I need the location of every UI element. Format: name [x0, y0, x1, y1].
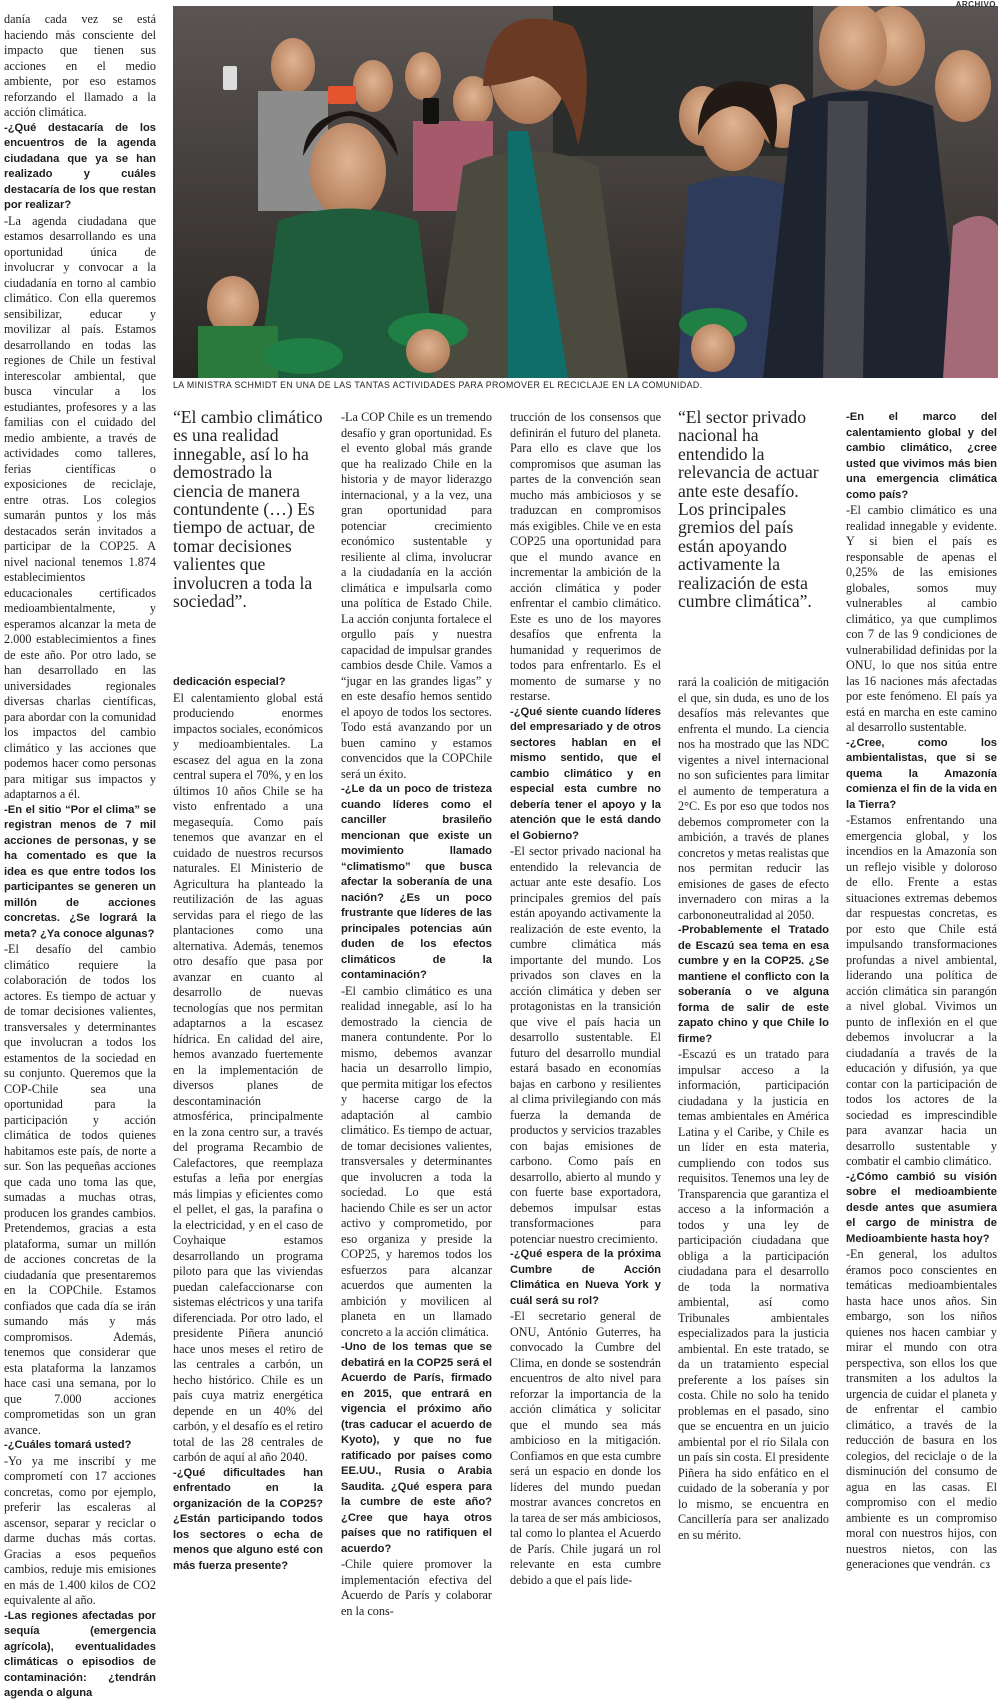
interview-answer: -Chile quiere promover la implementación efectiva del Acuerdo de París y colaborar en la cons- [341, 1557, 492, 1618]
interview-question: -Probablemente el Tratado de Escazú sea tema en esa cumbre y en la COP25. ¿Se mantiene el conflicto con la soberanía o ve alguna forma de salir de este zapato chino y que Chile lo firme? [678, 924, 829, 1045]
interview-answer: El calentamiento global está produciendo enormes impactos sociales, económicos y medioambientales. La escasez del agua en la zona central supera el 70%, y en los últimos 10 años Chile se ha visto enfrentado a una megasequía. Como país tenemos que avanzar en el cuidado de nuestros recursos naturales. El Ministerio de Agricultura ha planteado la reutilización de las aguas servidas para el riego de las plantaciones como una alternativa. Además, tenemos otro desafío que pasa por avanzar en cuanto al desarrollo de nuevas tecnologías que nos permitan adaptarnos a la escasez hídrica. En calidad del aire, hemos avanzado fuertemente en la implementación de diversos planes de descontaminación atmosférica, principalmente en la zona centro sur, a través del programa Recambio de Calefactores, que reemplaza estufas a leña por energías más limpias y eficientes como el pellet, el gas, la parafina o la electricidad, y en el caso de Coyhaique estamos desarrollando un programa piloto para que las viviendas puedan calefaccionarse con sistemas eléctricos y una tarifa diferenciada. Por otro lado, el presidente Piñera anunció hace unos meses el retiro de las centrales a carbón, un hecho histórico. Chile es un país cuya matriz energética depende en un 40% del carbón, y el desafío es el retiro total de las 28 centrales de carbón de aquí al año 2040. [173, 690, 323, 1464]
interview-answer: -Estamos enfrentando una emergencia global, y los incendios en la Amazonía son un reflejo visible y doloroso de ello. Frente a estas situaciones extremas debemos dar respuestas concretas, es por esto que Chile está impulsando transformaciones profundas a nivel ambiental, liderando una política de acción climática sin parangón a nivel global. Vivimos un punto de inflexión en el que debemos involucrar a la ciudadanía a través de la educación y difusión, ya que contar con la participación de todos los actores de la sociedad es imprescindible para avanzar hacia un desarrollo sustentable y combatir el cambio climático. [846, 813, 997, 1168]
interview-question: -¿Cuáles tomará usted? [4, 1439, 132, 1451]
pull-quote-1: “El cambio climático es una realidad innegable, así lo ha demostrado la ciencia de manera contundente (…) Es tiempo de actuar, de tomar decisiones valientes que involucren a toda la sociedad”. [173, 407, 323, 612]
text-column-3 [341, 410, 492, 1619]
text-column-2 [173, 675, 323, 1574]
interview-answer: -El cambio climático es una realidad innegable y evidente. Y si bien el país es responsable de apenas el 0,25% de las emisiones globales, somos muy vulnerables al cambio climático, ya que cumplimos con 7 de las 9 condiciones de vulnerabilidad definidas por la ONU, lo que nos sitúa entre las 16 naciones más afectadas por este fenómeno. El país ya está en marcha en este camino al desarrollo sustentable. [846, 503, 997, 734]
interview-question: -Las regiones afectadas por sequía (emergencia agrícola), eventualidades climáticas o episodios de contaminación: ¿tendrán agenda o alguna [4, 1609, 156, 1699]
interview-answer: -La COP Chile es un tremendo desafío y gran oportunidad. Es el evento global más grande que ha realizado Chile en la historia y de mayor liderazgo internacional, y a la vez, una gran oportunidad para potenciar crecimiento económico sustentable y resiliente al clima, involucrar a la ciudadanía en la acción climática e impulsarla como una política de Estado Chile. La acción conjunta fortalece el orgullo país y nuestra capacidad de impulsar grandes cambios desde Chile. Vamos a “jugar en las grandes ligas” y en este desafío hemos sentido el apoyo de todos los sectores. Todo está avanzando por un buen camino y estamos convencidos que la COPChile será un éxito. [341, 410, 492, 781]
interview-question: -En el sitio “Por el clima” se registran menos de 7 mil acciones de personas, y se ha comentado es que la idea es que entre todos los participantes se generen un millón de acciones concretas. ¿Se logrará la meta? ¿Ya conoce algunas? [4, 803, 156, 940]
interview-answer: -Yo ya me inscribí y me comprometí con 17 acciones concretas, como por ejemplo, preferir las escaleras al ascensor, separar y reciclar o darme duchas más cortas. Gracias a esos pequeños cambios, reduje mis emisiones en más de 1.400 kilos de CO2 equivalente al año. [4, 1453, 156, 1607]
interview-question: -¿Qué dificultades han enfrentado en la organización de la COP25? ¿Están participando todos los sectores o echa de menos que alguno esté con más fuerza presente? [173, 1466, 323, 1572]
interview-question: -¿Cómo cambió su visión sobre el medioambiente desde antes que asumiera el cargo de ministra de Medioambiente hasta hoy? [846, 1170, 997, 1245]
interview-answer: -El cambio climático es una realidad innegable, así lo ha demostrado la ciencia de manera contundente. Por lo mismo, debemos avanzar hacia un desarrollo limpio, que permita mitigar los efectos y hacerse cargo de la adaptación al cambio climático. Es tiempo de actuar, de tomar decisiones valientes, transversales y determinantes que involucren a toda la sociedad. Lo que está haciendo Chile es ser un actor activo y comprometido, por eso organiza y preside la COP25, y haremos todos los esfuerzos para alcanzar acuerdos que aumenten la ambición y movilicen al planeta en un llamado concreto a la acción climática. [341, 983, 492, 1339]
crowd-photo-image [173, 6, 998, 378]
interview-question: -¿Qué siente cuando líderes del empresariado y de otros sectores hablan en el mismo sentido, que el cambio climático y en especial esta cumbre no debería tener el apoyo y la atención que le está dando el Gobierno? [510, 705, 661, 842]
text-column-1 [4, 12, 156, 1702]
interview-question: -¿Le da un poco de tristeza cuando líderes como el canciller brasileño mencionan que existe un movimiento llamado “climatismo” que busca afectar la soberanía de una nación? ¿Es un poco frustrante que líderes de las principales potencias aún duden de los efectos climáticos de la contaminación? [341, 783, 492, 981]
interview-answer: -La agenda ciudadana que estamos desarrollando es una oportunidad única de involucrar y convocar a la ciudadanía en torno al cambio climático. Con ella queremos sensibilizar, educar y movilizar al país. Estamos desarrollando en todas las regiones de Chile un festival interescolar ambiental, que busca vincular a los estudiantes, profesores y a las familias con el cuidado del medio ambiente, a través de actividades como talleres, ferias científicas o exposiciones de reciclaje, entre otras. Los colegios sumarán puntos y los más destacados serán invitados a participar de la COP25. A nivel nacional tenemos 1.874 establecimientos educacionales certificados medioambientalmente, y esperamos alcanzar la meta de 2.000 establecimientos a fines de este año. Por otro lado, se han desarrollado en las universidades regionales diversas charlas científicas, para abordar con la comunidad los impactos del cambio climático y las acciones que podemos hacer como personas para mitigar sus impactos y adaptarnos a él. [4, 213, 156, 801]
interview-question: -¿Cree, como los ambientalistas, que si se quema la Amazonía comienza el fin de la vida en la Tierra? [846, 736, 997, 811]
interview-question: -¿Qué destacaría de los encuentros de la agenda ciudadana que ya se han realizado y cuáles destacaría de los que restan por realizar? [4, 121, 156, 211]
interview-answer: rará la coalición de mitigación el que, sin duda, es uno de los desafíos más relevantes que enfrenta el mundo. La ciencia nos ha mostrado que las NDC vigentes a nivel internacional no son suficientes para limitar el aumento de temperatura a 2°C. Es por eso que todos nos debemos comprometer con la ambición, a través de planes concretos y metas realistas que nos permitan reducir las emisiones de gases de efecto invernadero con miras a la carbononeutralidad al 2050. [678, 675, 829, 922]
interview-question: -En el marco del calentamiento global y del cambio climático, ¿cree usted que vivimos más bien una emergencia climática como país? [846, 411, 997, 501]
text-column-6 [846, 410, 997, 1574]
photo-credit: ARCHIVO [955, 0, 996, 9]
interview-answer: -El sector privado nacional ha entendido la relevancia de actuar ante este desafío. Los principales gremios del país están apoyando activamente la realización de este evento, la cumbre climática más importante del mundo. Los privados son claves en la acción climática y deben ser protagonistas en la transición que vive el país hacia un desarrollo sustentable. El futuro del desarrollo mundial estará basado en economías bajas en carbono y resilientes al clima privilegiando con más fuerza la demanda de productos y servicios trazables con bajas emisiones de carbono. Como país en desarrollo, abierto al mundo y con fuerte base exportadora, debemos impulsar estas transformaciones para potenciar nuestro crecimiento. [510, 844, 661, 1246]
interview-answer: -El secretario general de ONU, António Guterres, ha convocado la Cumbre del Clima, en donde se sostendrán encuentros de alto nivel para reforzar la importancia de la acción climática y solicitar que el mundo sea más ambicioso en la mitigación. Confiamos en que esta cumbre será un espacio en donde los líderes del mundo puedan mostrar avances concretos en la tarea de ser más ambiciosos, tal como lo plantea el Acuerdo de París. Chile jugará un rol relevante en esta cumbre debido a que el país lide- [510, 1309, 661, 1587]
interview-answer: -En general, los adultos éramos poco conscientes en temáticas medioambientales hasta hace unos años. Sin embargo, son los niños quienes nos hacen cambiar y mirar el mundo con otra perspectiva, son ellos los que transmiten a los adultos la urgencia de cuidar el planeta y de enfrentar el cambio climático, a través de la reducción de basura en los colegios, del reciclaje o de la disminución del consumo de agua en las casas. El compromiso con el medio ambiente es un compromiso moral con nuestros hijos, con nuestros nietos, con las generaciones que vendrán. [846, 1247, 997, 1571]
interview-question: dedicación especial? [173, 676, 286, 688]
interview-answer: danía cada vez se está haciendo más consciente del impacto que tienen sus acciones en el medio ambiente, por eso estamos reforzando el llamado a la acción climática. [4, 12, 156, 119]
interview-answer: -Escazú es un tratado para impulsar acceso a la información, participación ciudadana y la justicia en temas ambientales en América Latina y el Caribe, y Chile es un líder en esta materia, cumpliendo con todos sus requisitos. Tenemos una ley de Transparencia que garantiza el acceso a la información a todos y una ley de participación ciudadana que obliga a la participación ciudadana para el desarrollo de toda la normativa ambiental, así como Tribunales ambientales especializados para la justicia ambiental. En este tratado, se da un tratamiento especial preferente a los países sin costa. Chile no solo ha tenido problemas en el pasado, sino que se encuentra en un juicio ambiental por el río Silala con un país sin costa. El presidente Piñera ha sido enfático en el cuidado de la soberanía y por lo mismo, se encuentra en Cancillería para ser analizado en su mérito. [678, 1047, 829, 1542]
interview-question: -¿Qué espera de la próxima Cumbre de Acción Climática en Nueva York y cuál será su rol? [510, 1248, 661, 1307]
article-photo [173, 6, 998, 378]
interview-question: -Uno de los temas que se debatirá en la COP25 será el Acuerdo de París, firmado en 2015, que entrará en vigencia el próximo año (tras caducar el acuerdo de Kyoto), y que no fue ratificado por países como EE.UU., Rusia o Arabia Saudita. ¿Qué espera para la cumbre de este año? ¿Cree que haya otros países que no ratifiquen el acuerdo? [341, 1341, 492, 1555]
pull-quote-2: “El sector privado nacional ha entendido la relevancia de actuar ante este desafío. Los principales gremios del país están apoyando activamente la realización de esta cumbre climática”. [678, 407, 819, 612]
text-column-5 [678, 675, 829, 1543]
interview-answer: trucción de los consensos que definirán el futuro del planeta. Para ello es clave que los compromisos que asuman las partes de la convención sean mucho más ambiciosos y se traduzcan en compromisos más exigibles. Chile ve en esta COP25 una oportunidad para que el mundo avance en incrementar la ambición de la acción climática y poder enfrentar el cambio climático. Este es uno de los mayores desafíos que enfrenta la humanidad y requerimos de todos para enfrentarlo. Es el momento de sumarse y no restarse. [510, 410, 661, 703]
photo-caption: LA MINISTRA SCHMIDT EN UNA DE LAS TANTAS ACTIVIDADES PARA PROMOVER EL RECICLAJE EN LA COMUNIDAD. [173, 380, 703, 390]
text-column-4 [510, 410, 661, 1588]
interview-answer: -El desafío del cambio climático requiere la colaboración de todos los actores. Es tiempo de actuar y de tomar decisiones valientes, transversales y determinantes que involucran a todos los estamentos de la sociedad en su conjunto. Queremos que la COP-Chile sea una oportunidad para la participación y acción climática de todos quienes habitamos este país, de norte a sur. Son las pequeñas acciones que cada uno toma las que, sumadas a muchas otras, producen los grandes cambios. Pretendemos, gracias a esta plataforma, sumar un millón de acciones concretas de la ciudadanía que presentaremos en la COPChile. Estamos confiados que cada día se irán sumando más y más compromisos. Además, tenemos que considerar que esta plataforma la lanzamos hace casi una semana, por lo que 7.000 acciones comprometidas son un gran avance. [4, 942, 156, 1437]
end-of-article-mark: ᴄᴣ [979, 1560, 991, 1571]
